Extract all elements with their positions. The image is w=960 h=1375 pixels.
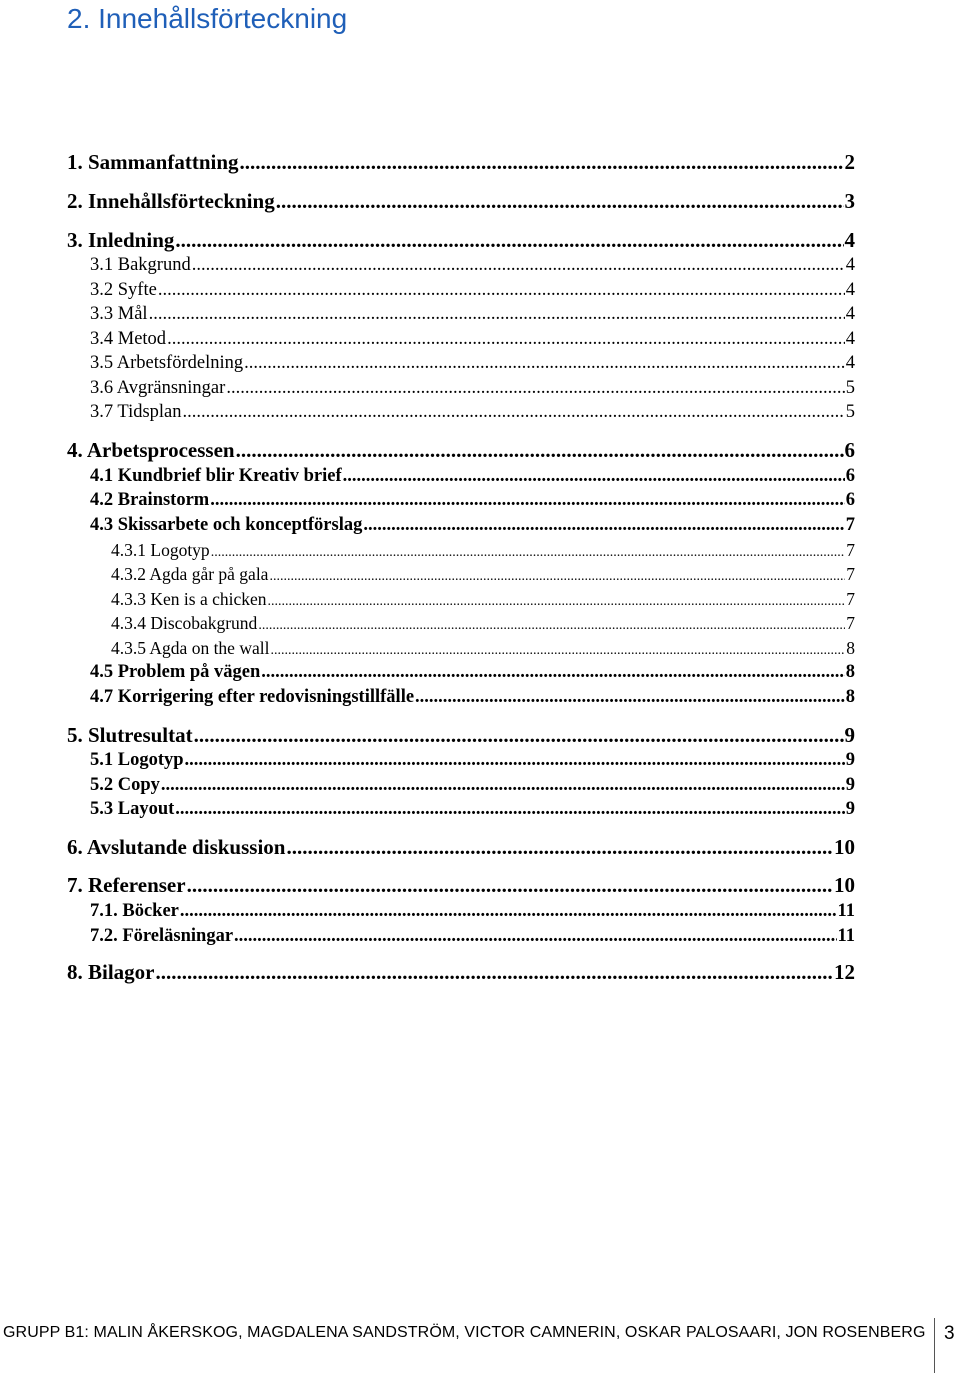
toc-dot-leader — [192, 253, 845, 277]
toc-entry-page: 4 — [844, 228, 855, 252]
footer-authors: GRUPP B1: MALIN ÅKERSKOG, MAGDALENA SANDSTRÖM, VICTOR CAMNERIN, OSKAR PALOSAARI, JON ROSENBERG — [3, 1324, 926, 1341]
toc-entry-page: 12 — [834, 960, 855, 984]
toc-entry-page: 9 — [844, 723, 855, 747]
toc-dot-leader — [258, 611, 845, 638]
toc-dot-leader — [236, 436, 844, 464]
toc-dot-leader — [415, 685, 845, 709]
toc-entry-label: 3.2 Syfte — [90, 280, 157, 300]
toc-entry-inledning[interactable] — [67, 226, 855, 254]
toc-entry-ken-chicken[interactable] — [111, 587, 855, 614]
toc-entry-label: 4.2 Brainstorm — [90, 490, 210, 510]
toc-entry-page: 7 — [846, 613, 855, 633]
toc-entry-forelasningar[interactable] — [90, 924, 855, 948]
toc-entry-label: 4.3.4 Discobakgrund — [111, 613, 258, 633]
toc-entry-label: 7.1. Böcker — [90, 901, 179, 921]
toc-entry-page: 4 — [845, 304, 855, 324]
toc-entry-page: 6 — [845, 466, 855, 486]
toc-entry-page: 4 — [845, 353, 855, 373]
toc-dot-leader — [244, 351, 845, 375]
page-heading: 2. Innehållsförteckning — [67, 3, 348, 34]
toc-entry-page: 9 — [845, 799, 855, 819]
toc-entry-referenser[interactable] — [67, 871, 855, 899]
toc-entry-page: 7 — [845, 515, 855, 535]
toc-entry-page: 2 — [844, 150, 855, 174]
toc-entry-syfte[interactable] — [90, 278, 855, 302]
toc-entry-korrigering[interactable] — [90, 685, 855, 709]
toc-entry-brainstorm[interactable] — [90, 488, 855, 512]
toc-entry-page: 4 — [845, 329, 855, 349]
toc-entry-page: 4 — [845, 255, 855, 275]
toc-dot-leader — [268, 587, 846, 614]
toc-entry-metod[interactable] — [90, 327, 855, 351]
footer-divider — [934, 1318, 935, 1373]
toc-entry-label: 4.5 Problem på vägen — [90, 662, 261, 682]
toc-entry-label: 3.5 Arbetsfördelning — [90, 353, 244, 373]
toc-entry-label: 3. Inledning — [67, 228, 175, 252]
toc-entry-label: 7.2. Föreläsningar — [90, 926, 234, 946]
toc-entry-page: 7 — [846, 564, 855, 584]
toc-entry-page: 7 — [846, 589, 855, 609]
toc-entry-label: 4. Arbetsprocessen — [67, 438, 235, 462]
toc-entry-sammanfattning[interactable] — [67, 148, 855, 176]
toc-entry-page: 8 — [845, 662, 855, 682]
toc-dot-leader — [276, 187, 844, 215]
toc-entry-logotyp-431[interactable] — [111, 538, 855, 565]
toc-entry-label: 5. Slutresultat — [67, 723, 193, 747]
toc-entry-logotyp-51[interactable] — [90, 748, 855, 772]
toc-dot-leader — [363, 513, 844, 537]
toc-dot-leader — [161, 773, 845, 797]
toc-entry-page: 5 — [845, 402, 855, 422]
toc-entry-label: 4.1 Kundbrief blir Kreativ brief — [90, 466, 342, 486]
toc-entry-label: 8. Bilagor — [67, 960, 155, 984]
toc-entry-agda-wall[interactable] — [111, 636, 855, 663]
toc-entry-innehallsforteckning[interactable] — [67, 187, 855, 215]
toc-entry-page: 4 — [845, 280, 855, 300]
toc-dot-leader — [185, 748, 845, 772]
toc-entry-kundbrief[interactable] — [90, 464, 855, 488]
toc-entry-page: 11 — [837, 901, 855, 921]
toc-dot-leader — [175, 797, 844, 821]
toc-entry-label: 3.7 Tidsplan — [90, 402, 182, 422]
toc-dot-leader — [194, 721, 844, 749]
toc-entry-label: 3.4 Metod — [90, 329, 167, 349]
toc-dot-leader — [183, 400, 845, 424]
toc-entry-label: 4.3.5 Agda on the wall — [111, 638, 270, 658]
toc-entry-layout[interactable] — [90, 797, 855, 821]
toc-entry-page: 11 — [837, 926, 855, 946]
toc-dot-leader — [211, 538, 846, 565]
toc-entry-page: 6 — [845, 490, 855, 510]
toc-entry-avgransningar[interactable] — [90, 376, 855, 400]
toc-entry-page: 7 — [846, 540, 855, 560]
toc-entry-label: 2. Innehållsförteckning — [67, 189, 275, 213]
toc-entry-label: 5.3 Layout — [90, 799, 175, 819]
toc-entry-label: 3.3 Mål — [90, 304, 148, 324]
toc-dot-leader — [269, 562, 845, 589]
toc-dot-leader — [180, 899, 837, 923]
toc-entry-page: 8 — [846, 638, 855, 658]
toc-entry-mal[interactable] — [90, 302, 855, 326]
toc-entry-page: 3 — [844, 189, 855, 213]
toc-dot-leader — [343, 464, 845, 488]
toc-entry-label: 4.3 Skissarbete och konceptförslag — [90, 515, 363, 535]
toc-dot-leader — [175, 226, 843, 254]
toc-entry-slutresultat[interactable] — [67, 721, 855, 749]
toc-entry-arbetsfordelning[interactable] — [90, 351, 855, 375]
toc-entry-page: 10 — [834, 873, 855, 897]
toc-dot-leader — [156, 958, 834, 986]
toc-entry-skissarbete[interactable] — [90, 513, 855, 537]
toc-dot-leader — [234, 924, 836, 948]
page-footer — [0, 1310, 960, 1375]
toc-entry-page: 9 — [845, 750, 855, 770]
toc-dot-leader — [210, 488, 845, 512]
toc-dot-leader — [167, 327, 845, 351]
toc-entry-label: 3.6 Avgränsningar — [90, 378, 226, 398]
toc-entry-label: 5.1 Logotyp — [90, 750, 184, 770]
toc-dot-leader — [286, 833, 833, 861]
toc-entry-page: 5 — [845, 378, 855, 398]
footer-page-number: 3 — [944, 1323, 955, 1344]
toc-entry-avslutande-diskussion[interactable] — [67, 833, 855, 861]
toc-dot-leader — [270, 636, 845, 663]
toc-entry-bocker[interactable] — [90, 899, 855, 923]
toc-entry-page: 8 — [845, 687, 855, 707]
toc-entry-bakgrund[interactable] — [90, 253, 855, 277]
toc-entry-bilagor[interactable] — [67, 958, 855, 986]
toc-entry-tidsplan[interactable] — [90, 400, 855, 424]
toc-entry-discobakgrund[interactable] — [111, 611, 855, 638]
toc-dot-leader — [187, 871, 833, 899]
toc-dot-leader — [240, 148, 844, 176]
toc-entry-page: 9 — [845, 775, 855, 795]
toc-dot-leader — [158, 278, 845, 302]
toc-entry-label: 4.3.2 Agda går på gala — [111, 564, 269, 584]
toc-entry-label: 3.1 Bakgrund — [90, 255, 191, 275]
toc-entry-agda-gala[interactable] — [111, 562, 855, 589]
toc-dot-leader — [261, 660, 844, 684]
toc-entry-page: 10 — [834, 835, 855, 859]
toc-entry-label: 7. Referenser — [67, 873, 186, 897]
toc-entry-problem-vagen[interactable] — [90, 660, 855, 684]
toc-entry-label: 1. Sammanfattning — [67, 150, 239, 174]
toc-entry-arbetsprocessen[interactable] — [67, 436, 855, 464]
toc-dot-leader — [226, 376, 844, 400]
toc-entry-label: 4.3.1 Logotyp — [111, 540, 210, 560]
toc-entry-label: 4.3.3 Ken is a chicken — [111, 589, 267, 609]
toc-entry-label: 4.7 Korrigering efter redovisningstillfälle — [90, 687, 415, 707]
toc-entry-label: 6. Avslutande diskussion — [67, 835, 286, 859]
toc-entry-copy[interactable] — [90, 773, 855, 797]
toc-entry-page: 6 — [844, 438, 855, 462]
toc-dot-leader — [149, 302, 845, 326]
toc-entry-label: 5.2 Copy — [90, 775, 160, 795]
